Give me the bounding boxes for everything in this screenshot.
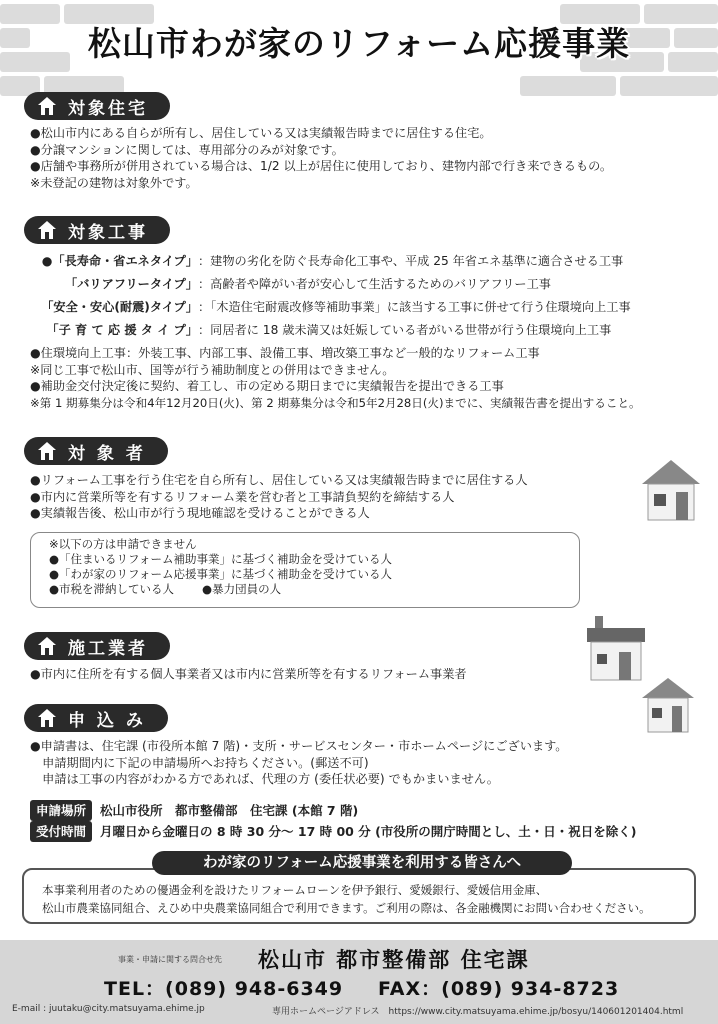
eligible-persons-body xyxy=(30,472,698,522)
application-body xyxy=(30,738,698,788)
department-name: 松山市 都市整備部 住宅課 xyxy=(258,948,530,972)
ineligible-box xyxy=(30,532,580,608)
ineligible-pair xyxy=(49,582,579,597)
notice-title: わが家のリフォーム応援事業を利用する皆さんへ xyxy=(152,851,572,875)
section-heading-contractor: 施工業者 xyxy=(24,632,170,660)
house-icon xyxy=(38,221,56,239)
place-label: 申請場所 xyxy=(30,800,92,821)
list-item: ●市内に住所を有する個人事業者又は市内に営業所等を有するリフォーム事業者 xyxy=(30,667,467,681)
place-value: 松山市役所 都市整備部 住宅課 (本館 7 階) xyxy=(100,803,359,818)
list-item: 申請は工事の内容がわかる方であれば、代理の方 (委任状必要) でもかまいません。 xyxy=(30,772,499,786)
list-item: ※第 1 期募集分は令和4年12月20日(火)、第 2 期募集分は令和5年2月28日(火)までに、実績報告書を提出すること。 xyxy=(30,395,641,410)
list-item: ●分譲マンションに関しては、専用部分のみが対象です。 xyxy=(30,142,344,157)
section-heading-target-work: 対象工事 xyxy=(24,216,170,244)
list-item: ●申請書は、住宅課 (市役所本館 7 階)・支所・サービスセンター・市ホームページにございます。 xyxy=(30,739,568,753)
list-item: ●暴力団員の人 xyxy=(202,582,282,596)
application-details xyxy=(30,800,698,842)
target-work-types xyxy=(28,250,698,342)
homepage-url: 専用ホームページアドレス https://www.city.matsuyama.ehime.jp/bosyu/140601201404.html xyxy=(272,1007,684,1017)
notice-line: 松山市農業協同組合、えひめ中央農業協同組合で利用できます。ご利用の際は、各金融機関にお問い合わせください。 xyxy=(42,901,651,915)
list-item: ●松山市内にある自らが所有し、居住している又は実績報告時までに居住する住宅。 xyxy=(30,126,492,140)
hours-value: 月曜日から金曜日の 8 時 30 分～ 17 時 00 分 (市役所の開庁時間とし、土・日・祝日を除く) xyxy=(100,824,637,839)
email-address: E-mail : juutaku@city.matsuyama.ehime.jp xyxy=(12,1004,205,1014)
tel-number: TEL：(089) 948-6349 xyxy=(104,978,344,1000)
house-icon xyxy=(38,442,56,460)
list-item: ●住環境向上工事：外装工事、内部工事、設備工事、増改築工事など一般的なリフォーム工事 xyxy=(30,346,540,360)
section-heading-target-housing: 対象住宅 xyxy=(24,92,170,120)
list-item: 申請期間内に下記の申請場所へお持ちください。(郵送不可) xyxy=(30,755,369,770)
work-type-row: ●「長寿命・省エネタイプ」 ：建物の劣化を防ぐ長寿命化工事や、平成 25 年省エネ基準に適合させる工事 xyxy=(41,254,624,268)
list-item: ●「住まいるリフォーム補助事業」に基づく補助金を受けている人 xyxy=(49,552,392,566)
house-icon xyxy=(640,458,702,522)
house-icon xyxy=(38,709,56,727)
application-place xyxy=(30,800,698,821)
list-item: ●リフォーム工事を行う住宅を自ら所有し、居住している又は実績報告時までに居住する人 xyxy=(30,473,528,487)
house-icon xyxy=(585,616,647,682)
fax-number: FAX：(089) 934-8723 xyxy=(378,978,620,1000)
target-work-body xyxy=(30,345,698,411)
list-item: ●店舗や事務所が併用されている場合は、1/2 以上が居住に使用しており、建物内部で行き来できるもの。 xyxy=(30,159,613,173)
list-item: ●市内に営業所等を有するリフォーム業を営む者と工事請負契約を締結する人 xyxy=(30,489,455,504)
list-item: ※同じ工事で松山市、国等が行う補助制度との併用はできません。 xyxy=(30,362,395,377)
list-item: ●補助金交付決定後に契約、着工し、市の定める期日までに実績報告を提出できる工事 xyxy=(30,379,504,393)
house-icon xyxy=(640,676,696,734)
target-housing-body xyxy=(30,125,698,191)
list-item: ※未登記の建物は対象外です。 xyxy=(30,175,198,190)
section-heading-eligible-persons: 対 象 者 xyxy=(24,437,168,465)
work-type-row: 「子 育 て 応 援 タ イ プ」 ：同居者に 18 歳未満又は妊娠している者がいる世帯が行う住環境向上工事 xyxy=(46,323,612,337)
list-item: ●実績報告後、松山市が行う現地確認を受けることができる人 xyxy=(30,506,370,520)
house-icon xyxy=(38,637,56,655)
contact-label: 事業・申請に関する問合せ先 xyxy=(118,955,222,964)
list-item: ●「わが家のリフォーム応援事業」に基づく補助金を受けている人 xyxy=(49,567,392,581)
house-icon xyxy=(38,97,56,115)
notice-line: 本事業利用者のための優遇金利を設けたリフォームローンを伊予銀行、愛媛銀行、愛媛信用金庫、 xyxy=(42,883,548,897)
page-title: 松山市わが家のリフォーム応援事業 xyxy=(87,24,631,63)
work-type-row: 「安全・安心(耐震)タイプ」 ：「木造住宅耐震改修等補助事業」に該当する工事に併せて行う住環境向上工事 xyxy=(41,300,631,314)
section-heading-application: 申 込 み xyxy=(24,704,168,732)
work-type-row: 「バリアフリータイプ」 ：高齢者や障がい者が安心して生活するためのバリアフリー工事 xyxy=(65,277,551,291)
notice-box xyxy=(22,868,696,924)
list-item: ●市税を滞納している人 xyxy=(49,582,175,596)
application-hours xyxy=(30,821,698,842)
ineligible-note: ※以下の方は申請できません xyxy=(49,537,197,551)
hours-label: 受付時間 xyxy=(30,821,92,842)
